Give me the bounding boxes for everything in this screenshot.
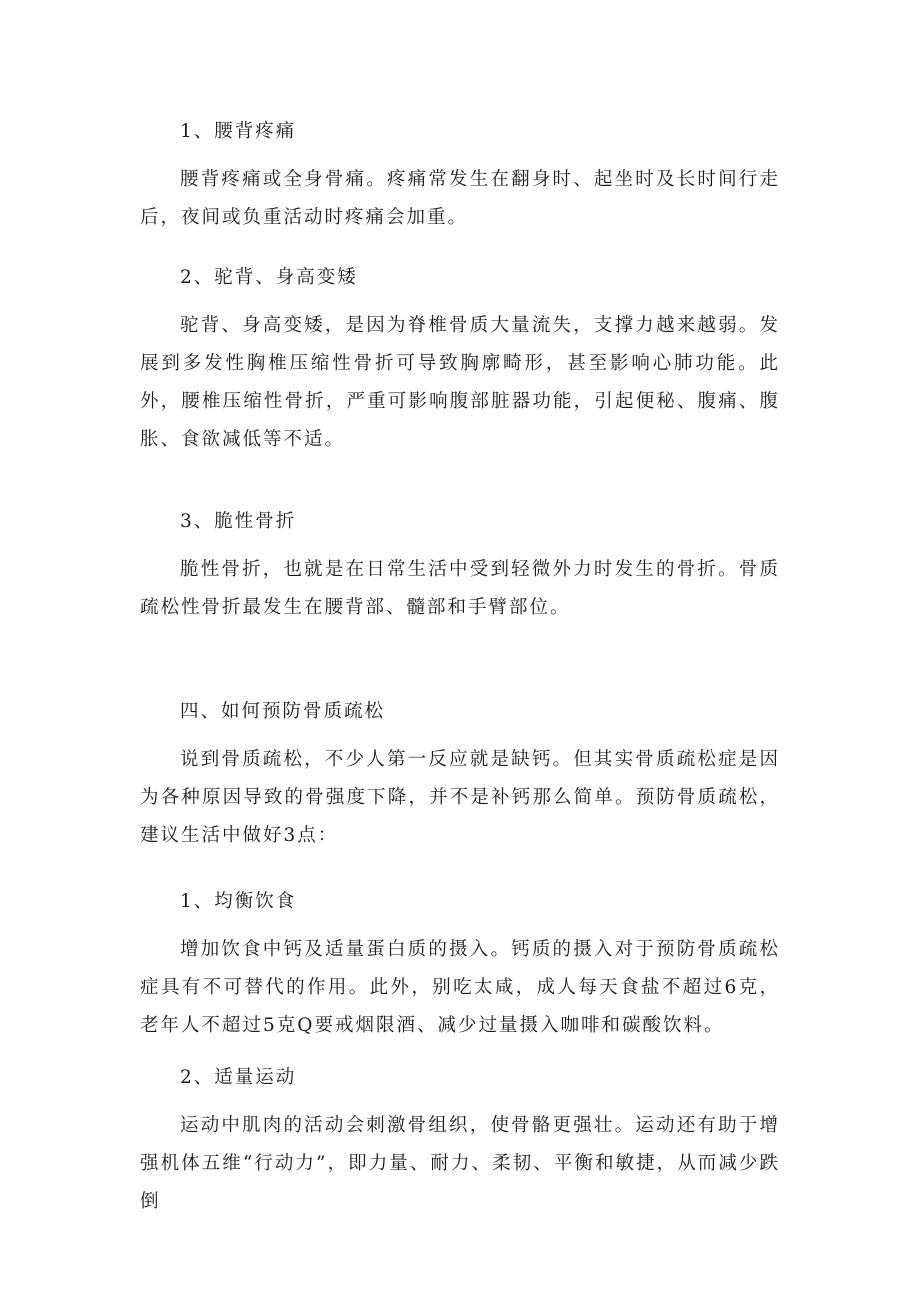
- section-heading-hunchback: 2、驼背、身高变矮: [180, 267, 358, 288]
- paragraph-prevention-intro: 说到骨质疏松，不少人第一反应就是缺钙。但其实骨质疏松症是因为各种原因导致的骨强度下降，并不是补钙那么简单。预防骨质疏松，建议生活中做好3点：: [140, 749, 780, 846]
- section-heading-balanced-diet: 1、均衡饮食: [180, 891, 297, 912]
- section-heading-fragility-fracture: 3、脆性骨折: [180, 511, 297, 532]
- section-heading-back-pain: 1、腰背疼痛: [180, 121, 297, 142]
- paragraph-fragility-fracture: 脆性骨折，也就是在日常生活中受到轻微外力时发生的骨折。骨质疏松性骨折最发生在腰背部、髓部和手臂部位。: [140, 559, 780, 618]
- chapter-heading-prevention: 四、如何预防骨质疏松: [180, 701, 386, 722]
- paragraph-back-pain: 腰背疼痛或全身骨痛。疼痛常发生在翻身时、起坐时及长时间行走后，夜间或负重活动时疼痛会加重。: [140, 169, 780, 228]
- paragraph-exercise: 运动中肌肉的活动会刺激骨组织，使骨骼更强壮。运动还有助于增强机体五维“行动力”，即力量、耐力、柔韧、平衡和敏捷，从而减少跌倒: [140, 1115, 780, 1212]
- paragraph-balanced-diet: 增加饮食中钙及适量蛋白质的摄入。钙质的摄入对于预防骨质疏松症具有不可替代的作用。此外，别吃太咸，成人每天食盐不超过6克，老年人不超过5克Q要戒烟限酒、减少过量摄入咖啡和碳酸饮料。: [140, 939, 780, 1036]
- paragraph-hunchback: 驼背、身高变矮，是因为脊椎骨质大量流失，支撑力越来越弱。发展到多发性胸椎压缩性骨折可导致胸廓畸形，甚至影响心肺功能。此外，腰椎压缩性骨折，严重可影响腹部脏器功能，引起便秘、腹痛、腹胀、食欲减低等不适。: [140, 315, 780, 450]
- section-heading-exercise: 2、适量运动: [180, 1067, 297, 1088]
